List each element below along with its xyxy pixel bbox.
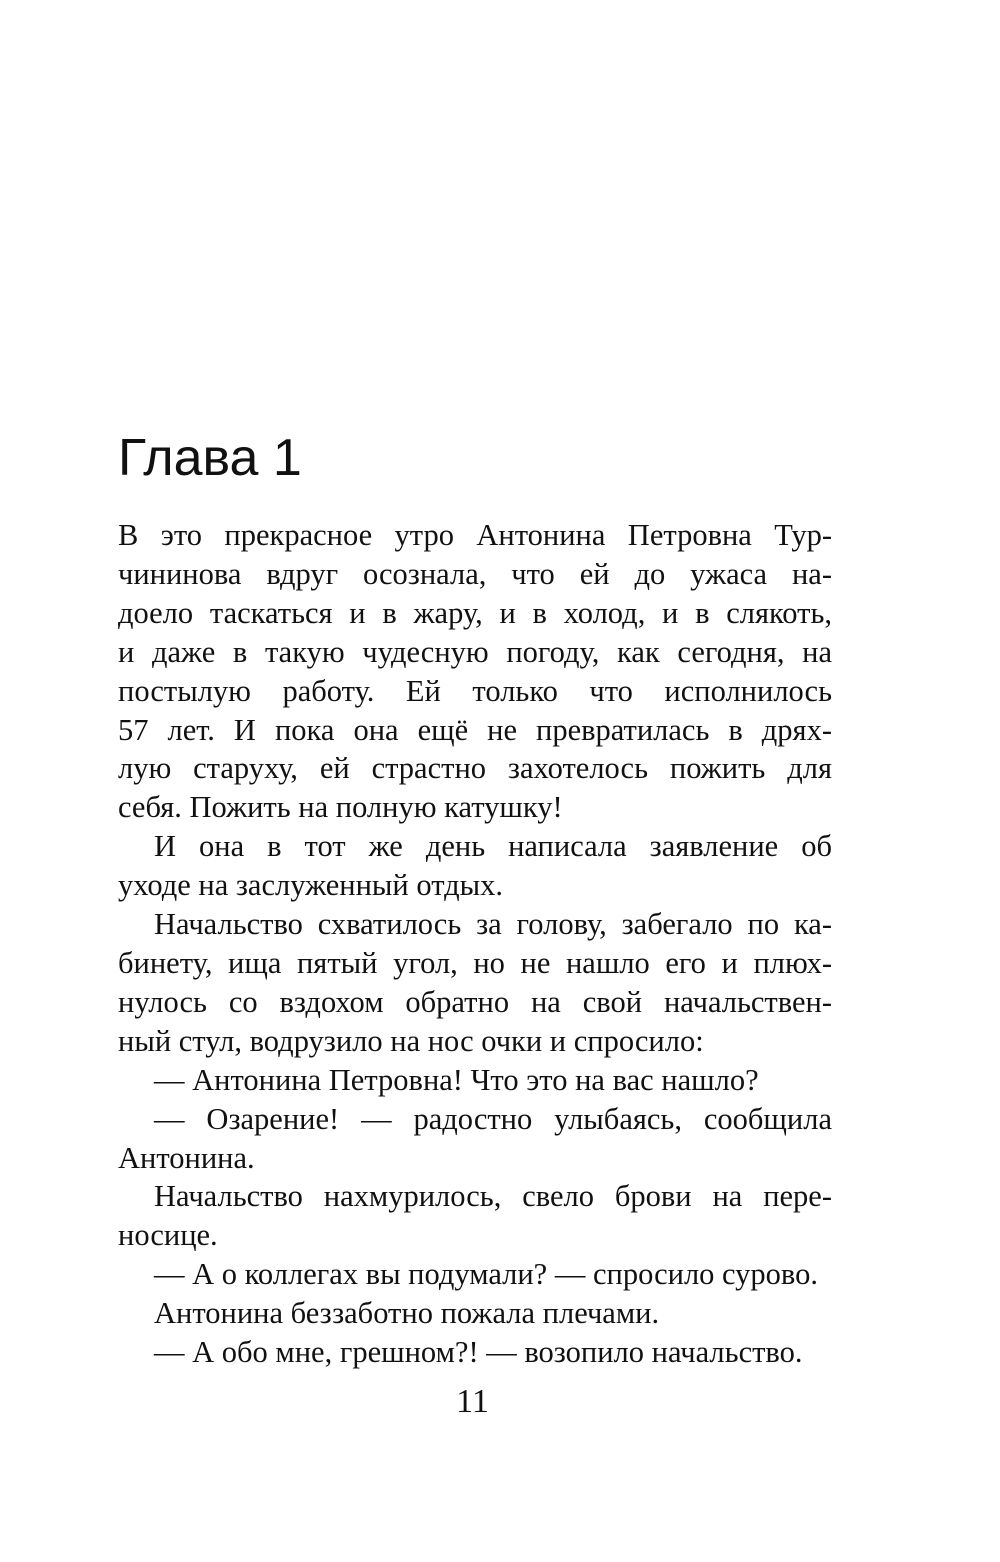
text-line: Антонина беззаботно пожала плечами. xyxy=(154,1296,660,1331)
text-line: Начальство нахмурилось, свело брови на пере- xyxy=(154,1179,832,1214)
text-line: нулось со вздохом обратно на свой начальствен- xyxy=(118,984,832,1019)
text-line: В это прекрасное утро Антонина Петровна Тур- xyxy=(118,518,832,552)
dialogue-line xyxy=(118,1100,832,1178)
text-line: Начальство схватилось за голову, забегало по ка- xyxy=(154,907,832,942)
dialogue-line xyxy=(118,1061,832,1100)
text-line: — А о коллегах вы подумали? — спросило сурово. xyxy=(154,1257,819,1292)
paragraph xyxy=(118,1177,832,1255)
dialogue-line xyxy=(118,1333,832,1372)
text-line: лую старуху, ей страстно захотелось пожить для xyxy=(118,751,832,786)
text-line: — А обо мне, грешном?! — возопило начальство. xyxy=(154,1335,803,1370)
dialogue-line xyxy=(118,1255,832,1294)
text-line: носице. xyxy=(118,1218,218,1253)
text-line: уходе на заслуженный отдых. xyxy=(118,868,504,903)
body-text xyxy=(118,516,832,1372)
paragraph xyxy=(118,827,832,905)
text-line: 57 лет. И пока она ещё не превратилась в дрях- xyxy=(118,712,832,747)
text-line: ный стул, водрузило на нос очки и спросило: xyxy=(118,1023,704,1058)
text-line: себя. Пожить на полную катушку! xyxy=(118,790,563,825)
chapter-title: Глава 1 xyxy=(118,429,302,487)
text-line: постылую работу. Ей только что исполнилось xyxy=(118,673,832,708)
text-line: бинету, ища пятый угол, но не нашло его и плюх- xyxy=(118,945,832,980)
page-number-value: 11 xyxy=(456,1383,489,1420)
text-line: доело таскаться и в жару, и в холод, и в слякоть, xyxy=(118,595,832,630)
text-line: Антонина. xyxy=(118,1140,255,1175)
text-line: — Антонина Петровна! Что это на вас нашло? xyxy=(154,1062,759,1097)
text-line: — Озарение! — радостно улыбаясь, сообщила xyxy=(154,1101,832,1136)
text-line: чининова вдруг осознала, что ей до ужаса на- xyxy=(118,556,832,591)
paragraph xyxy=(118,516,832,827)
text-line: и даже в такую чудесную погоду, как сегодня, на xyxy=(118,634,832,669)
page-number xyxy=(0,1382,1000,1422)
text-line: И она в тот же день написала заявление об xyxy=(154,829,832,864)
paragraph xyxy=(118,905,832,1061)
paragraph xyxy=(118,1294,832,1333)
